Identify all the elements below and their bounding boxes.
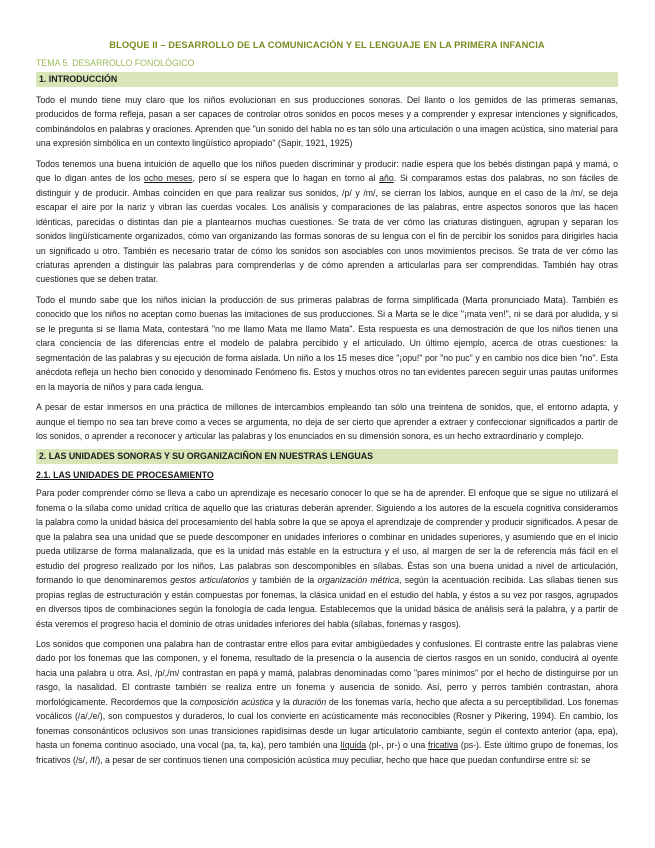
paragraph-2 xyxy=(36,157,618,287)
document-page xyxy=(36,40,618,773)
text-run: (pl-, pr-) o una xyxy=(366,740,429,751)
underlined-term: líquida xyxy=(340,740,367,751)
paragraph-4: A pesar de estar inmersos en una práctica de millones de intercambios empleando tan sólo una treintena de sonidos, que, el entorno adapta, y aunque el tiempo no sea tan breve como a veces se argumenta, no deja de ser cierto que aprender a extraer y confeccionar significados a partir de los sonidos, o aprender a reconocer y articular las palabras y los enunciados en su dimensión sonora, es un hecho extraordinario y complejo. xyxy=(36,402,618,441)
paragraph-5 xyxy=(36,486,618,631)
text-run: , según la acentuación recibida. Las sílabas tienen sus propias reglas de estructuración y están compuestas por fonemas, la clásica unidad en el estudio del habla, y éstos a su vez por rasgos, agrupados en diversos tipos de combinaciones según la fonología de cada lengua. Establecemos que la unidad básica de análisis será la palabra, y a partir de ésta veremos el progreso hacia el dominio de otras unidades inferiores del habla (sílabas, fonemas y rasgos). xyxy=(36,575,619,629)
section-heading-introduction: 1. INTRODUCCIÓN xyxy=(36,72,618,87)
underlined-term: ocho meses xyxy=(143,173,193,184)
italic-term: organización métrica xyxy=(317,575,400,586)
text-run: de los fonemas varía, hecho que afecta a su perceptibilidad. Los fonemas vocálicos (/a/,/e/), son compuestos y duraderos, lo cual los convierte en acústicamente más reconocibles (Rosner y Pikering, 1994). En cambio, los fonemas consonánticos oclusivos son unas transiciones rapidísimas desde un lugar articulatorio cambiante, según el contexto anterior (apa, epa), hasta un fonema continuo asociado, una vocal (pa, ta, ka), pero también una xyxy=(36,696,619,751)
block-title: BLOQUE II – DESARROLLO DE LA COMUNICACIÓN Y EL LENGUAJE EN LA PRIMERA INFANCIA xyxy=(109,40,545,50)
paragraph-6 xyxy=(36,637,618,767)
topic-title: TEMA 5. DESARROLLO FONOLÓGICO xyxy=(36,58,195,68)
paragraph-3: Todo el mundo sabe que los niños inician la producción de sus primeras palabras de forma simplificada (Marta pronunciado Mata). También es conocido que los niños no aceptan como buenas las imitaciones de sus producciones. Si a Marta se le dice "¡mata ven!", ni se dará por aludida, y si se le pregunta si se llama Mata, contestará "no me llamo Mata me llamo Mata". Esta respuesta es una demostración de que los niños tienen una clara conciencia de las diferencias entre el modelo de palabra percibido y el articulado. Un último ejemplo, acerca de otras cuestiones: la segmentación de las palabras y su ejecución de forma aislada. Un niño a los 15 meses dice "¡opu!" por "no puc" y en cambio nos dice bien "no". Esta anécdota refleja un hecho bien conocido y denominado Fenómeno fis. Estos y muchos otros no tan evidentes parecen seguir unas pautas uniformes en la mayoría de niños y para cada lengua. xyxy=(36,294,618,392)
italic-term: composición acústica xyxy=(189,696,274,707)
text-run: (ps-). Este último grupo de fonemas, los fricativos (/s/, /f/), a pesar de ser continuos tienen una composición acústica muy peculiar, hecho que hace que puedan confundirse entre sí: se xyxy=(36,740,618,765)
underlined-term: fricativa xyxy=(428,740,459,751)
text-run: Los sonidos que componen una palabra han de contrastar entre ellos para evitar ambigüedades y confusiones. El contraste entre las palabras viene dado por los fonemas que las componen, y el fonema, resultado de la presencia o la ausencia de ciertos rasgos en un sonido, conducirá al oyente hacia una palabra u otra. Así, /p/,/m/ contrastan en papá y mamá, palabras denominadas como "pares mínimos" por el hecho de distinguirse por un rasgo, la nasalidad. El contraste también se realiza entre un fonema y ausencia de sonido. Así, perro y perros también contrastan, ahora morfológicamente. Recordemos que la xyxy=(36,638,618,707)
text-run: . Si comparamos estas dos palabras, no son fáciles de distinguir y de producir. Ambas coinciden en que para realizar sus sonidos, /p/ y /m/, se cierran los labios, aunque en el caso de la /m/, se deja escapar el aire por la nariz y vibran las cuerdas vocales. Los análisis y comparaciones de las palabras, entre aspectos sonoros que las hacen idénticas, parecidas o distintas dan pie a plantearnos muchas cuestiones. Se trata de ver cómo las criaturas distinguen, agrupan y separan los sonidos lingüísticamente organizados, cómo van organizando las formas sonoras de su lengua con el fin de percibir los sonidos para dirigirles hacia un significado u otro. También es necesario tratar de cómo los sonidos son asociables con unos movimientos precisos. Se trata de ver cómo las criaturas aprenden a distinguir las palabras para comprenderlas y de cómo aprenden a articularlas para ser comprendidas. También hay otras cuestiones que se deben tratar. xyxy=(36,173,619,285)
text-run: Para poder comprender cómo se lleva a cabo un aprendizaje es necesario conocer lo que se ha de aprender. El enfoque que se sigue no utilizará el fonema o la sílaba como unidad crítica de aquello que las criaturas deberán aprender. Siguiendo a los autores de la escuela cognitiva consideramos la palabra como la unidad básica del procesamiento del habla sobre la que se apoya el aprendizaje de comprender y producir significados. A pesar de que la palabra sea una unidad que se puede descomponer en unidades inferiores o combinar en unidades superiores, y asumiendo que en el inicio pueda utilizarse de forma malanalizada, que es la unidad más estable en la estructura y el uso, al margen de ser la de referencia más fácil en el estudio del progreso realizado por los niños. Las palabras son descomponibles en sílabas. Éstas son una buena unidad a nivel de articulación, formando lo que denominaremos xyxy=(36,488,618,586)
text-run: y la xyxy=(273,696,293,707)
underlined-term: año xyxy=(379,173,394,184)
text-run: Todos tenemos una buena intuición de aquello que los niños pueden discriminar y producir: nadie espera que los bebés distingan papá y mamá, o que lo digan antes de los xyxy=(36,158,618,184)
text-run: , pero sí se espera que lo hagan en torno al xyxy=(192,173,380,184)
italic-term: gestos articulatorios xyxy=(170,575,249,586)
section-heading-sound-units: 2. LAS UNIDADES SONORAS Y SU ORGANIZACIÑON EN NUESTRAS LENGUAS xyxy=(36,449,618,464)
paragraph-1: Todo el mundo tiene muy claro que los niños evolucionan en sus producciones sonoras. Del llanto o los gemidos de las primeras semanas, producidos de forma refleja, pasan a ser capaces de controlar otros sonidos en pocos meses y a comprender y expresar intenciones y significados, combinándolos en palabras y oraciones. Aprenden que "un sonido del habla no es tan sólo una articulación o una imagen acústica, sino material para una expresión simbólica en un contexto lingüístico apropiado" (Sapir, 1921, 1925) xyxy=(36,95,618,149)
text-run: y también de la xyxy=(248,575,318,586)
italic-term: duración xyxy=(292,696,327,707)
subsection-heading-processing-units: 2.1. LAS UNIDADES DE PROCESAMIENTO xyxy=(36,470,214,481)
